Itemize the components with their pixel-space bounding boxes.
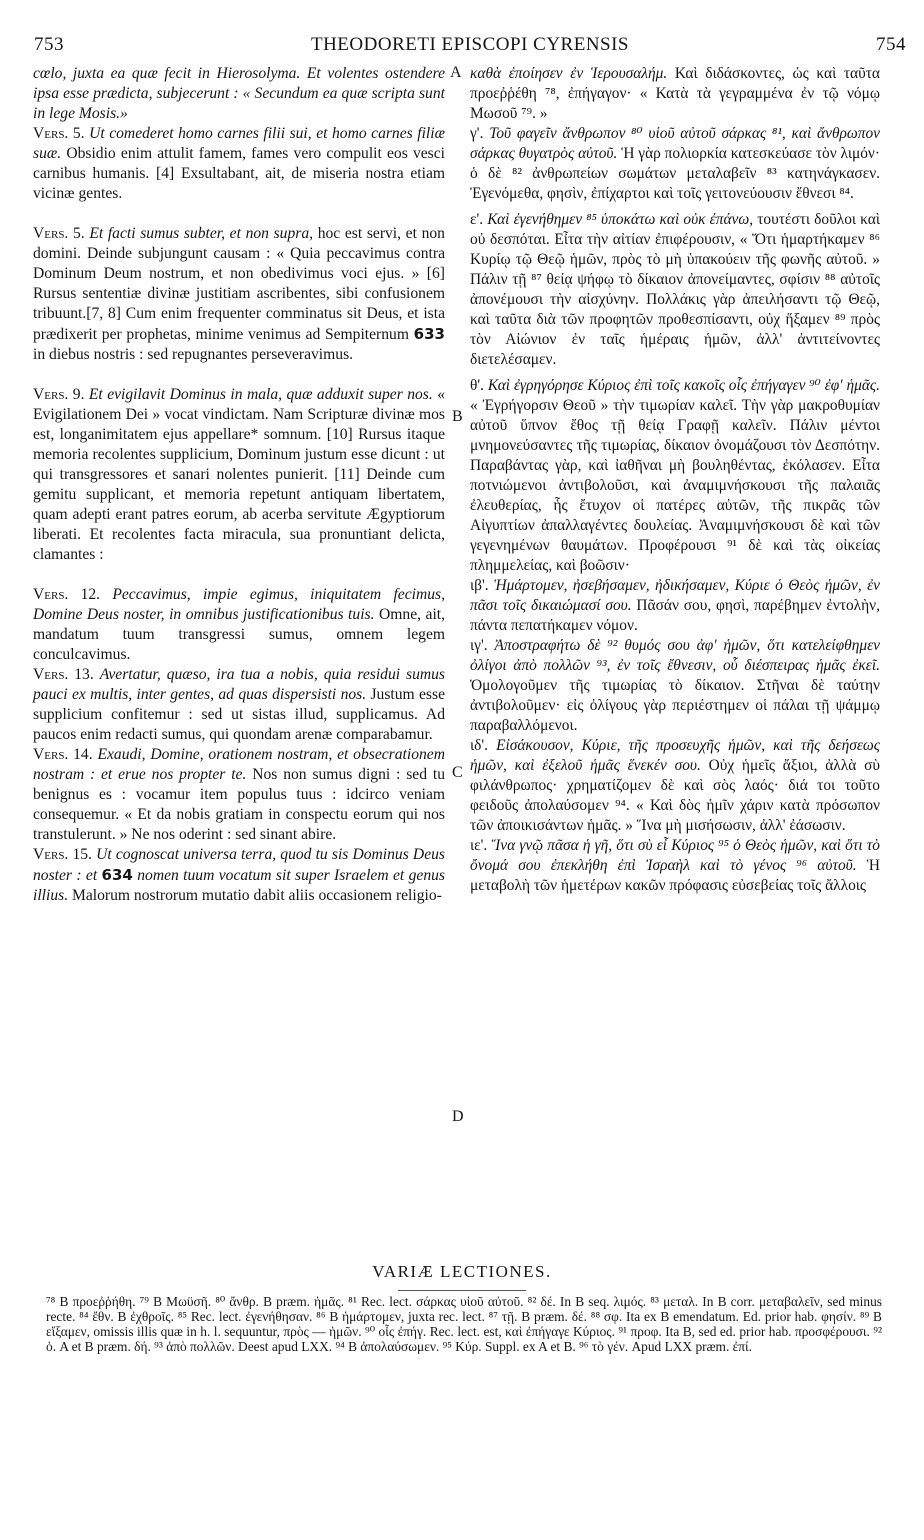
divider	[398, 1290, 526, 1291]
verse-number: ε'.	[470, 211, 484, 228]
margin-label-c: C	[452, 764, 463, 781]
page-number-right: 754	[876, 34, 906, 55]
verse-label: Vers. 14.	[33, 746, 93, 763]
verse-quote: Peccavimus, impie egimus, iniquitatem fecimus, Domine Deus noster, in omnibus justificationibus tuis.	[33, 586, 445, 623]
latin-verse-3	[33, 124, 445, 204]
verse-quote: Ἀποστραφήτω δὲ ⁹² θυμός σου ἀφ' ἡμῶν, ὅτι κατελείφθημεν ὀλίγοι ἀπὸ πολλῶν ⁹³, ἐν τοῖς ἔθνεσιν, οὗ διέσπειρας ἡμᾶς ἐκεῖ.	[470, 637, 880, 674]
commentary-text: hoc est servi, et non domini. Deinde subjungunt causam : « Quia peccavimus contra Dominum Deum nostrum, et non obedivimus voci ejus. » [6] Rursus sententiæ divinæ justitiam ascribentes, sibi confusionem tribuunt.[7, 8] Cum enim frequenter comminatus sit Deus, et ista prædixerit per prophetas, minime venimus ad Sempiternum	[33, 225, 445, 343]
margin-label-a: A	[450, 64, 462, 81]
latin-text: cœlo, juxta ea quæ fecit in Hierosolyma. Et volentes ostendere ipsa esse prædicta, subjecerunt : « Secundum ea quæ scripta sunt in lege Mosis.»	[33, 65, 445, 122]
verse-quote: Exaudi, Domine, orationem nostram, et obsecrationem nostram : et erue nos propter te.	[33, 746, 445, 783]
verse-quote: nomen tuum vocatum sit super Israelem et genus illius.	[33, 867, 445, 904]
running-header	[30, 32, 910, 62]
commentary-text: « Ἐγρήγορσιν Θεοῦ » τὴν τιμωρίαν καλεῖ. Τὴν γὰρ μακροθυμίαν αὐτοῦ ὕπνον ἔθος τῇ θείᾳ Γραφῇ καλεῖν. Πάλιν μέντοι μνημονεύσαντες τῆς τιμωρίας, δίκαιον ὀνομάζουσι τὸν Δεσπότην. Παραβάντας γὰρ, καὶ ἰαθῆναι μὴ βουληθέντας, ἐκόλασεν. Εἶτα ποτνιώμενοι ἀντιβολοῦσι, καὶ ἀναμιμνήσκουσι τῆς παλαιᾶς ἐλευθερίας, ἧς ἔτυχον οἱ πατέρες αὐτῶν, τῆς πικρᾶς τῶν Αἰγυπτίων ἀπαλλαγέντες δουλείας. Ἀναμιμνήσκουσι δὲ καὶ τῶν γεγενημένων θαυμάτων. Προφέρουσι ⁹¹ δὲ καὶ τὰς οἰκείας πλημμελείας, καὶ βοῶσιν·	[470, 397, 880, 574]
greek-verse-5	[470, 210, 880, 370]
verse-quote: Avertatur, quæso, ira tua a nobis, quia residui sumus pauci ex multis, inter gentes, ad quas dispersisti nos.	[33, 666, 445, 703]
latin-verse-13	[33, 665, 445, 745]
running-title: THEODORETI EPISCOPI CYRENSIS	[310, 34, 630, 55]
greek-verse-13	[470, 636, 880, 736]
page-number-left: 753	[34, 34, 64, 55]
latin-verse-5	[33, 224, 445, 365]
commentary-text: Πᾶσάν σου, φησὶ, παρέβημεν ἐντολὴν, πάντα πεπατήκαμεν νόμον.	[470, 597, 880, 634]
verse-number: ιε'.	[470, 837, 488, 854]
verse-quote: Καὶ ἐγρηγόρησε Κύριος ἐπὶ τοῖς κακοῖς οἷς ἐπήγαγεν ⁹⁰ ἐφ' ἡμᾶς.	[487, 377, 880, 394]
greek-verse-3	[470, 124, 880, 204]
commentary-text: Malorum nostrorum mutatio dabit aliis occasionem religio-	[72, 887, 442, 904]
verse-quote: Et evigilavit Dominus in mala, quæ adduxit super nos.	[88, 386, 433, 403]
verse-label: Vers. 12.	[33, 586, 101, 603]
greek-paragraph	[470, 64, 880, 124]
verse-label: Vers. 13.	[33, 666, 94, 683]
verse-label: Vers. 5.	[33, 225, 85, 242]
latin-verse-14	[33, 745, 445, 845]
verse-label: Vers. 9.	[33, 386, 85, 403]
commentary-text: in diebus nostris : sed repugnantes perseveravimus.	[33, 346, 354, 363]
verse-quote: Ἡμάρτομεν, ἠσεβήσαμεν, ἠδικήσαμεν, Κύριε ὁ Θεὸς ἡμῶν, ἐν πᾶσι τοῖς δικαιώμασί σου.	[470, 577, 880, 614]
column-marker: 634	[101, 866, 133, 884]
latin-paragraph	[33, 64, 445, 124]
commentary-text: τουτέστι δοῦλοι καὶ οὐ δεσπόται. Εἶτα τὴν αἰτίαν ἐπιφέρουσιν, « Ὅτι ἡμαρτήκαμεν ⁸⁶ Κυρίῳ τῷ Θεῷ ἡμῶν, πρὸς τὸ μὴ ὑπακούειν τῆς φωνῆς αὐτοῦ. » Πάλιν τῇ ⁸⁷ θείᾳ ψήφῳ τὸ δίκαιον ἀπονείμαντες, σφίσιν ⁸⁸ αὐτοῖς ἀπονέμουσι τὴν αἰσχύνην. Πολλάκις γὰρ ἀπειλήσαντι τῷ Θεῷ, καὶ ταῦτα διὰ τῶν προφητῶν προθεσπίσαντι, οὐχ ἥξαμεν ⁸⁹ πρὸς τὸν Αἰώνιον ἐν ταῖς ἡμέραις ἡμῶν, ἀλλ' ἀντιτείνοντες διετελέσαμεν.	[470, 211, 881, 368]
verse-quote: Ut comederet homo carnes filii sui, et homo carnes filiæ suæ.	[33, 125, 445, 162]
verse-number: γ'.	[470, 125, 484, 142]
verse-quote: Ut cognoscat universa terra, quod tu sis Dominus Deus noster : et	[33, 846, 445, 884]
verse-quote: Τοῦ φαγεῖν ἄνθρωπον ⁸⁰ υἱοῦ αὐτοῦ σάρκας ⁸¹, καὶ ἄνθρωπον σάρκας θυγατρὸς αὐτοῦ.	[470, 125, 880, 162]
commentary-text: Ὁμολογοῦμεν τῆς τιμωρίας τὸ δίκαιον. Στῆναι δὲ ταύτην ἀντιβολοῦμεν· εἰς ὀλίγους γὰρ περιέστημεν οἱ πάλαι τῇ ψάμμῳ παραβαλλόμενοι.	[470, 677, 880, 734]
verse-quote: Καὶ ἐγενήθημεν ⁸⁵ ὑποκάτω καὶ οὐκ ἐπάνω,	[487, 211, 754, 228]
verse-quote: Et facti sumus subter, et non supra,	[89, 225, 314, 242]
commentary-text: Καὶ διδάσκοντες, ὡς καὶ ταῦτα προεῤῥέθη ⁷⁸, ἐπήγαγον· « Κατὰ τὰ γεγραμμένα ἐν τῷ νόμῳ Μωσοῦ ⁷⁹. »	[470, 65, 880, 122]
variae-text: ⁷⁸ B προεῤῥήθη. ⁷⁹ B Μωϋσῆ. ⁸⁰ ἄνθρ. B præm. ἡμᾶς. ⁸¹ Rec. lect. σάρκας υἱοῦ αὐτοῦ. ⁸² δέ. In B seq. λιμός. ⁸³ μεταλ. In B corr. μεταβαλεῖν, sed minus recte. ⁸⁴ ἔθν. B ἐχθροῖς. ⁸⁵ Rec. lect. ἐγενήθησαν. ⁸⁶ B ἡμάρτομεν, juxta rec. lect. ⁸⁷ τῇ. B præm. δέ. ⁸⁸ σφ. Ita ex B emendatum. Ed. prior hab. φησίν. ⁸⁹ B εἴξαμεν, omissis illis quæ in h. l. sequuntur, πρὸς — ἡμῶν. ⁹⁰ οἷς ἐπήγ. Rec. lect. est, καὶ ἐπήγαγε Κύριος. ⁹¹ προφ. Ita B, sed ed. prior hab. προσφέρουσι. ⁹² ὁ. A et B præm. δή. ⁹³ ἀπὸ πολλῶν. Deest apud LXX. ⁹⁴ B ἀπολαύσωμεν. ⁹⁵ Κύρ. Suppl. ex A et B. ⁹⁶ τὸ γέν. Apud LXX præm. ἐπί.	[46, 1294, 882, 1354]
commentary-text: Omne, ait, mandatum tuum transgressi sumus, omnem legem conculcavimus.	[33, 606, 446, 663]
commentary-text: Ἡ γὰρ πολιορκία κατεσκεύασε τὸν λιμόν· ὁ δὲ ⁸² ἀνθρωπείων σωμάτων μεταλαβεῖν ⁸³ κατηνάγκασεν. Ἐγενόμεθα, φησὶν, ἐπίχαρτοι καὶ τοῖς γειτονεύουσιν ἔθνεσι ⁸⁴.	[470, 145, 880, 202]
latin-verse-12	[33, 585, 445, 665]
column-marker: 633	[413, 325, 445, 343]
verse-quote: καθὰ ἐποίησεν ἐν Ἱερουσαλήμ.	[470, 65, 668, 82]
latin-verse-15	[33, 845, 445, 906]
greek-verse-9	[470, 376, 880, 576]
commentary-text: Obsidio enim attulit famem, fames vero compulit eos vesci carnibus humanis. [4] Exsultabant, ait, de miseria nostra etiam vicinæ gentes.	[33, 145, 445, 202]
greek-column	[470, 64, 880, 896]
commentary-text: Ἡ μεταβολὴ τῶν ἡμετέρων κακῶν πρόφασις εὐσεβείας τοῖς ἄλλοις	[470, 857, 880, 894]
verse-label: Vers. 15.	[33, 846, 92, 863]
greek-verse-15	[470, 836, 880, 896]
commentary-text: Nos non sumus digni : sed tu benignus es : vocamur item populus tuus : idcirco veniam consequemur. « Et da nobis gratiam in conspectu eorum qui nos transtulerunt. » Ne nos oderint : sed sinant abire.	[33, 766, 445, 843]
latin-column	[33, 64, 445, 906]
commentary-text: Οὐχ ἡμεῖς ἄξιοι, ἀλλὰ σὺ φιλάνθρωπος· χρηματίζομεν δὲ καὶ σὸς λαός· διά τοι τοῦτο φειδοῦς ἀπολαύσομεν ⁹⁴. « Καὶ δὸς ἡμῖν χάριν κατὰ πρόσωπον τῶν ἀποικισάντων ἡμᾶς. » Ἵνα μὴ μισήσωσιν, ἀλλ' ἐάσωσιν.	[470, 757, 880, 834]
margin-label-b: B	[452, 408, 463, 425]
variae-lectiones-title: VARIÆ LECTIONES.	[372, 1262, 552, 1281]
verse-number: ιδ'.	[470, 737, 489, 754]
greek-verse-14	[470, 736, 880, 836]
verse-quote: Εἰσάκουσον, Κύριε, τῆς προσευχῆς ἡμῶν, καὶ τῆς δεήσεως ἡμῶν, καὶ ἐξελοῦ ἡμᾶς ἕνεκέν σου.	[470, 737, 880, 774]
verse-number: ιβ'.	[470, 577, 489, 594]
latin-verse-9	[33, 385, 445, 565]
greek-verse-12	[470, 576, 880, 636]
commentary-text: Justum esse supplicium confitemur : sed ut sistas illud, supplicamus. Ad paucos enim redacti sumus, qui quondam arenæ comparabamur.	[33, 686, 445, 743]
verse-quote: Ἵνα γνῷ πᾶσα ἡ γῆ, ὅτι σὺ εἶ Κύριος ⁹⁵ ὁ Θεὸς ἡμῶν, καὶ ὅτι τὸ ὄνομά σου ἐπεκλήθη ἐπὶ Ἰσραὴλ καὶ τὸ γένος ⁹⁶ αὐτοῦ.	[470, 837, 880, 874]
variae-lectiones	[46, 1294, 882, 1354]
verse-number: θ'.	[470, 377, 484, 394]
verse-number: ιγ'.	[470, 637, 488, 654]
verse-label: Vers. 5.	[33, 125, 85, 142]
commentary-text: « Evigilationem Dei » vocat vindictam. Nam Scripturæ divinæ mos est, longanimitatem ejus appellare* somnum. [10] Rursus itaque memoria recolentes supplicium, Dominum justum esse dicunt : ut qui transgressores et sanari nolentes punierit. [11] Deinde cum gemitu supplicant, et memoria repetunt antiquam libertatem, quam adepti erant patres eorum, ab acerba servitute Ægyptiorum liberati. Et recolentes facta miracula, sua pronuntiant delicta, clamantes :	[33, 386, 445, 563]
margin-label-d: D	[452, 1108, 464, 1125]
